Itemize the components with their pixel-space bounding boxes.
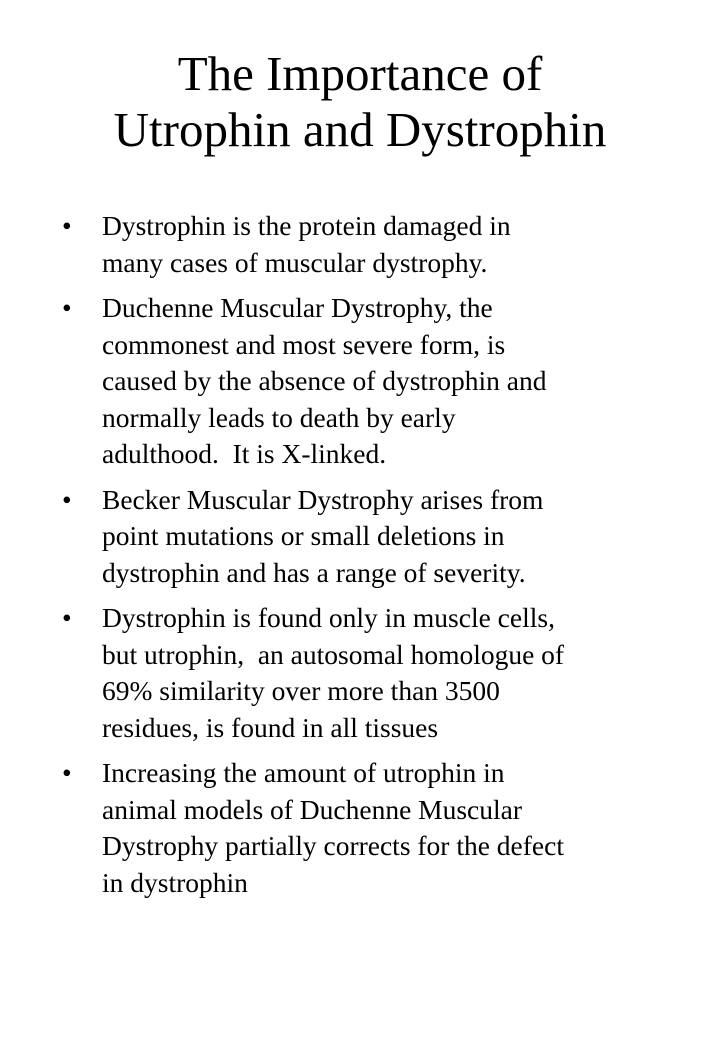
bullet-dot-icon: • (62, 210, 72, 241)
bullet-item-utrophin-homologue (62, 600, 662, 746)
bullet-text-line: in dystrophin (102, 866, 248, 898)
bullet-text-line: dystrophin and has a range of severity. (102, 556, 526, 588)
bullet-text-line: Dystrophin is the protein damaged in (102, 210, 511, 241)
bullet-item-becker (62, 482, 662, 592)
bullet-text-line: adulthood. It is X-linked. (102, 438, 387, 469)
bullet-item-dystrophin-damaged (62, 208, 662, 281)
bullet-text-line: normally leads to death by early (102, 401, 456, 433)
bullet-text-line: but utrophin, an autosomal homologue of (102, 638, 565, 670)
bullet-text-line: Becker Muscular Dystrophy arises from (102, 483, 544, 515)
bullet-dot-icon: • (62, 292, 72, 323)
bullet-text-line: Duchenne Muscular Dystrophy, the (102, 292, 493, 323)
bullet-list (62, 208, 662, 910)
bullet-text-line: Dystrophy partially corrects for the defect (102, 830, 564, 861)
bullet-text-line: animal models of Duchenne Muscular (102, 793, 523, 825)
bullet-text-line: many cases of muscular dystrophy. (102, 246, 488, 278)
bullet-text-line: Dystrophin is found only in muscle cells, (102, 602, 555, 633)
bullet-text-line: 69% similarity over more than 3500 (102, 675, 500, 706)
bullet-text-line: residues, is found in all tissues (102, 711, 439, 743)
bullet-text-line: Increasing the amount of utrophin in (102, 757, 505, 788)
slide-title (0, 46, 720, 158)
bullet-dot-icon: • (62, 483, 72, 515)
slide-title-line-1: The Importance of (177, 46, 543, 101)
bullet-dot-icon: • (62, 757, 72, 788)
slide-title-line-2: Utrophin and Dystrophin (113, 102, 607, 157)
bullet-dot-icon: • (62, 602, 72, 633)
bullet-text-line: caused by the absence of dystrophin and (102, 365, 547, 396)
bullet-text-line: commonest and most severe form, is (102, 328, 506, 360)
bullet-text-line: point mutations or small deletions in (102, 520, 505, 551)
bullet-item-increasing-utrophin (62, 755, 662, 901)
bullet-item-duchenne (62, 290, 662, 473)
